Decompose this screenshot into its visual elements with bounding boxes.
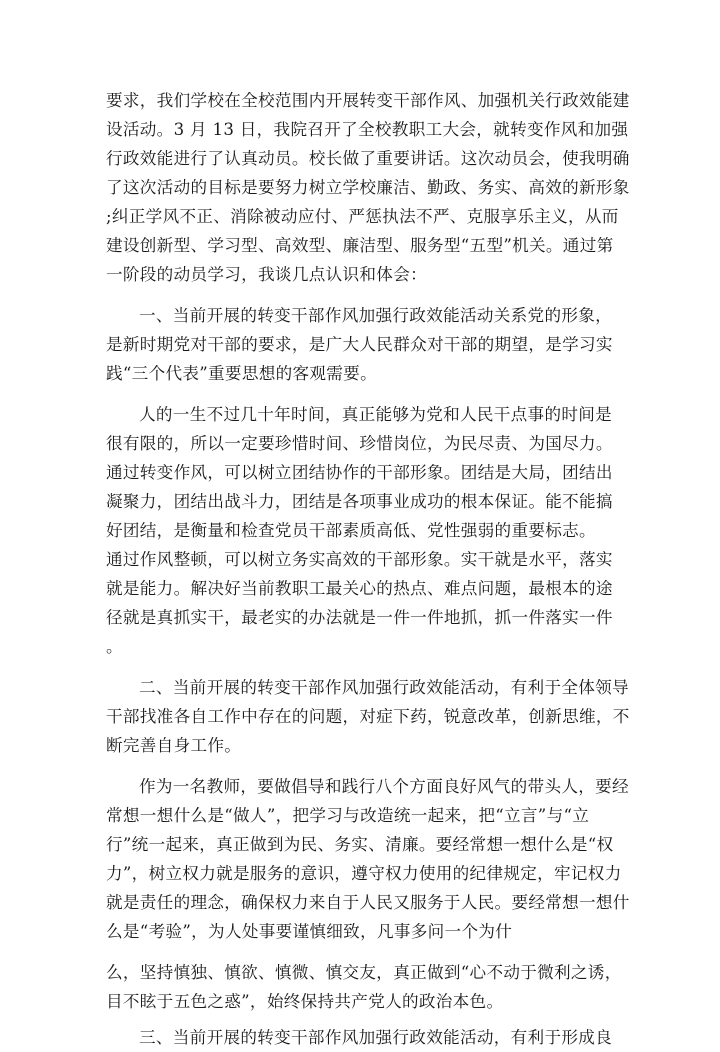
text-line: 通过作风整顿，可以树立务实高效的干部形象。实干就是水平，落实 bbox=[106, 550, 613, 569]
paragraph-teacher-continued bbox=[106, 958, 622, 1016]
text-line: 干部找准各自工作中存在的问题，对症下药，锐意改革，创新思维，不 bbox=[106, 707, 630, 726]
text-line: 很有限的，所以一定要珍惜时间、珍惜岗位，为民尽责、为国尽力。 bbox=[106, 434, 613, 453]
paragraph-section-one bbox=[106, 301, 618, 388]
text-line: 么是“考验”，为人处事要谨慎细致，凡事多问一个为什 bbox=[106, 922, 513, 941]
text-line: 人的一生不过几十年时间，真正能够为党和人民干点事的时间是 bbox=[139, 405, 613, 424]
paragraph-teacher bbox=[106, 772, 630, 946]
paragraph-gap bbox=[106, 661, 618, 673]
text-line: 三、当前开展的转变干部作风加强行政效能活动，有利于形成良 bbox=[139, 1028, 613, 1047]
text-line: 要求，我们学校在全校范围内开展转变干部作风、加强机关行政效能建 bbox=[106, 91, 630, 110]
text-line: 断完善自身工作。 bbox=[106, 736, 242, 755]
paragraph-gap bbox=[106, 760, 618, 772]
text-line: ;纠正学风不正、消除被动应付、严惩执法不严、克服享乐主义，从而 bbox=[106, 207, 619, 226]
document-page bbox=[106, 86, 630, 1052]
text-line: 建设创新型、学习型、高效型、廉洁型、服务型“五型”机关。通过第 bbox=[106, 236, 614, 255]
paragraph-section-three bbox=[106, 1023, 618, 1052]
text-line: 是新时期党对干部的要求，是广大人民群众对干部的期望，是学习实 bbox=[106, 335, 613, 354]
text-line: 作为一名教师，要做倡导和践行八个方面良好风气的带头人，要经 bbox=[139, 777, 629, 796]
text-line: 常想一想什么是“做人”，把学习与改造统一起来，把“立言”与“立 bbox=[106, 806, 590, 825]
paragraph-gap bbox=[106, 1016, 618, 1023]
text-line: 设活动。3 月 13 日，我院召开了全校教职工大会，就转变作风和加强 bbox=[106, 120, 629, 139]
text-line: 力”，树立权力就是服务的意识，遵守权力使用的纪律规定，牢记权力 bbox=[106, 864, 622, 883]
paragraph-gap bbox=[106, 946, 618, 958]
text-line: 凝聚力，团结出战斗力，团结是各项事业成功的根本保证。能不能搞 bbox=[106, 492, 613, 511]
text-line: 就是责任的理念，确保权力来自于人民又服务于人民。要经常想一想什 bbox=[106, 893, 630, 912]
text-line: 通过转变作风，可以树立团结协作的干部形象。团结是大局，团结出 bbox=[106, 463, 613, 482]
paragraph-section-two bbox=[106, 673, 630, 760]
text-line: 一阶段的动员学习，我谈几点认识和体会： bbox=[106, 265, 427, 284]
text-line: 行政效能进行了认真动员。校长做了重要讲话。这次动员会，使我明确 bbox=[106, 149, 630, 168]
text-line: 践“三个代表”重要思想的客观需要。 bbox=[106, 364, 377, 383]
paragraph-life bbox=[106, 400, 618, 661]
text-line: 。 bbox=[106, 637, 123, 656]
paragraph-gap bbox=[106, 388, 618, 400]
text-line: 好团结，是衡量和检查党员干部素质高低、党性强弱的重要标志。 bbox=[106, 521, 596, 540]
text-line: 么，坚持慎独、慎欲、慎微、慎交友，真正做到“心不动于微利之诱， bbox=[106, 963, 622, 982]
text-line: 行”统一起来，真正做到为民、务实、清廉。要经常想一想什么是“权 bbox=[106, 835, 614, 854]
text-line: 目不眩于五色之惑”，始终保持共产党人的政治本色。 bbox=[106, 992, 504, 1011]
paragraph-gap bbox=[106, 289, 618, 301]
text-line: 一、当前开展的转变干部作风加强行政效能活动关系党的形象， bbox=[139, 306, 613, 325]
text-line: 了这次活动的目标是要努力树立学校廉洁、勤政、务实、高效的新形象 bbox=[106, 178, 630, 197]
text-line: 径就是真抓实干，最老实的办法就是一件一件地抓，抓一件落实一件 bbox=[106, 608, 613, 627]
paragraph-intro bbox=[106, 86, 630, 289]
text-line: 二、当前开展的转变干部作风加强行政效能活动，有利于全体领导 bbox=[139, 678, 629, 697]
text-line: 就是能力。解决好当前教职工最关心的热点、难点问题，最根本的途 bbox=[106, 579, 613, 598]
